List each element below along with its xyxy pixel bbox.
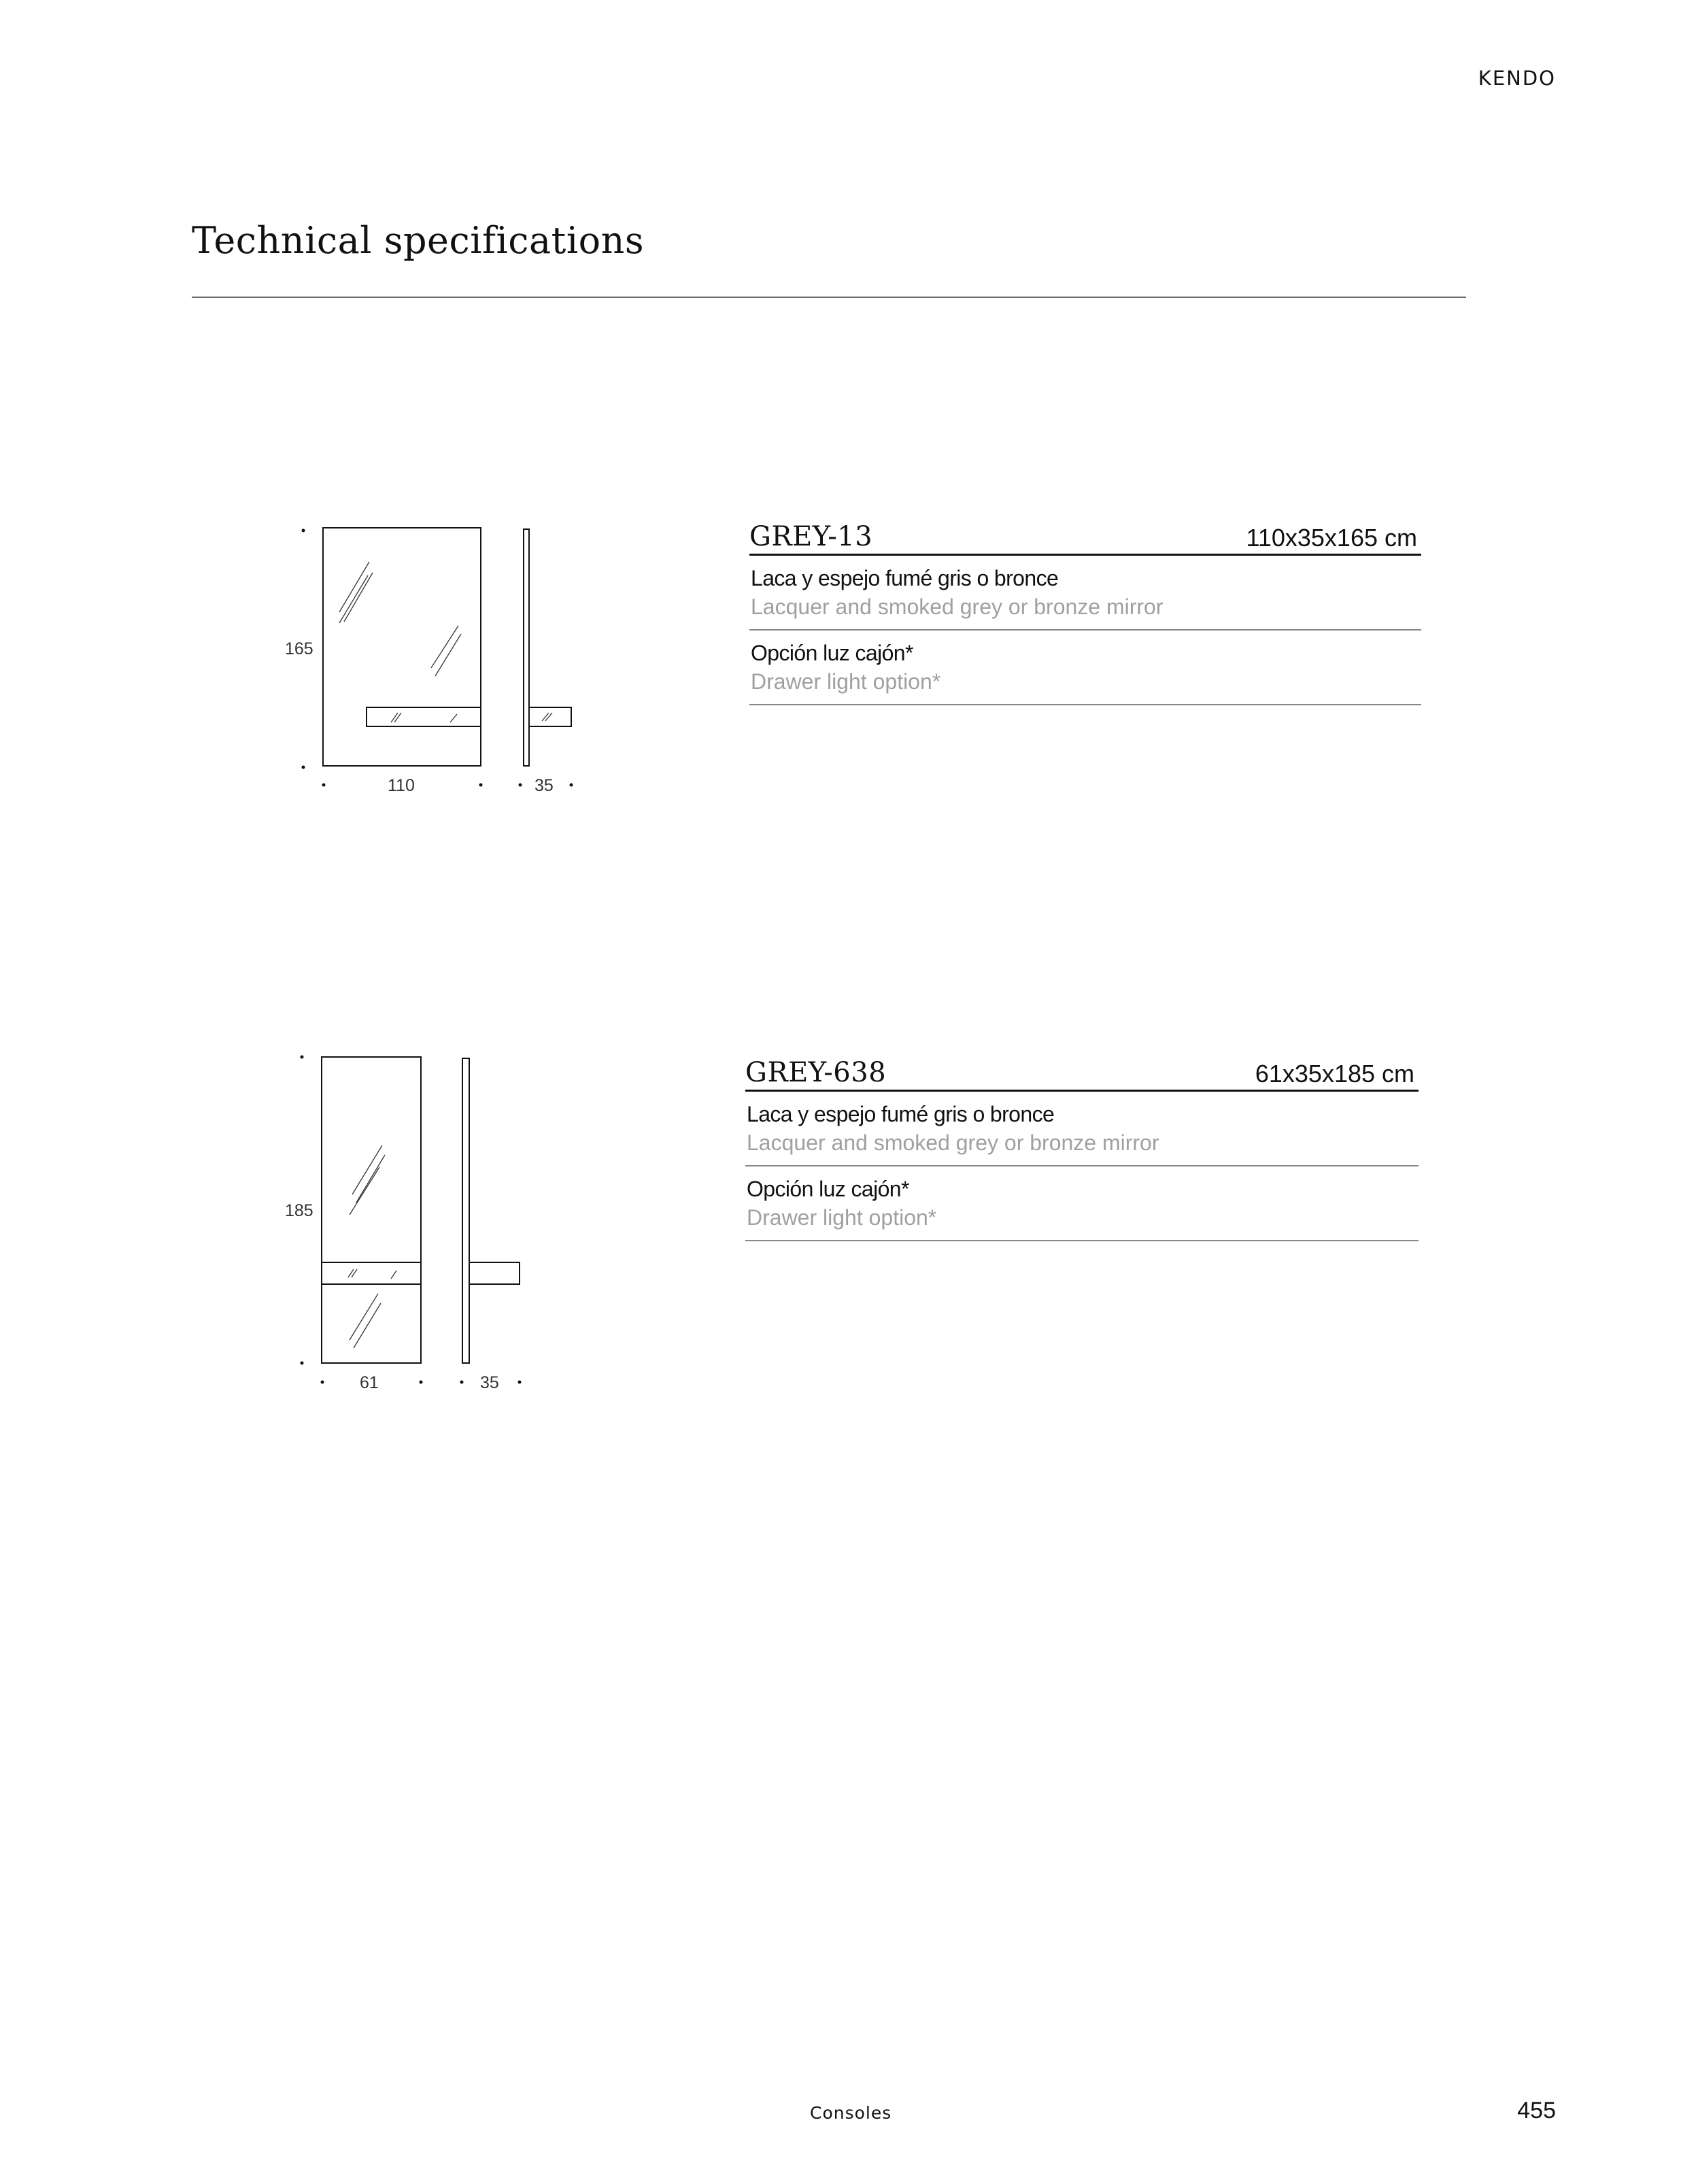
dim-marker bbox=[301, 1056, 304, 1059]
dim-marker bbox=[518, 1381, 522, 1384]
side-view-outline bbox=[524, 529, 529, 766]
drawer-shelf bbox=[367, 707, 481, 726]
dim-height-label: 185 bbox=[285, 1201, 313, 1220]
dim-marker bbox=[519, 784, 522, 787]
side-view-outline bbox=[462, 1058, 469, 1363]
front-view-outline bbox=[322, 1057, 421, 1363]
product-drawing-grey-638 bbox=[272, 1046, 544, 1400]
spec-header bbox=[745, 1054, 1419, 1092]
dim-depth-label: 35 bbox=[480, 1373, 499, 1392]
side-shelf bbox=[529, 707, 571, 726]
spec-block-grey-638 bbox=[745, 1054, 1419, 1241]
side-shelf bbox=[469, 1262, 520, 1284]
spec-header bbox=[749, 518, 1421, 556]
material-english: Lacquer and smoked grey or bronze mirror bbox=[747, 1130, 1159, 1155]
brand-logo-text: KENDO bbox=[1478, 67, 1556, 90]
product-dimensions: 110x35x165 cm bbox=[1246, 524, 1417, 552]
dim-depth-label: 35 bbox=[534, 776, 554, 795]
product-dimensions: 61x35x185 cm bbox=[1255, 1060, 1414, 1088]
dim-width-label: 110 bbox=[388, 776, 415, 795]
footer-section-label: Consoles bbox=[810, 2103, 892, 2123]
dim-marker bbox=[570, 784, 573, 787]
dim-width-label: 61 bbox=[360, 1373, 379, 1392]
dim-marker bbox=[301, 1362, 304, 1365]
dim-marker bbox=[460, 1381, 464, 1384]
product-name: GREY-638 bbox=[745, 1057, 887, 1088]
spec-row-option bbox=[745, 1166, 1419, 1241]
title-divider bbox=[192, 297, 1466, 298]
dim-marker bbox=[321, 1381, 324, 1384]
material-spanish: Laca y espejo fumé gris o bronce bbox=[751, 566, 1059, 590]
dim-marker bbox=[420, 1381, 423, 1384]
material-spanish: Laca y espejo fumé gris o bronce bbox=[747, 1102, 1055, 1126]
product-name: GREY-13 bbox=[749, 521, 873, 552]
dim-height-label: 165 bbox=[285, 639, 313, 658]
spec-row-material bbox=[745, 1092, 1419, 1166]
option-spanish: Opción luz cajón* bbox=[747, 1177, 909, 1201]
front-view-outline bbox=[323, 528, 481, 766]
mirror-reflection-lines bbox=[348, 1145, 396, 1348]
dim-marker bbox=[322, 784, 326, 787]
spec-row-material bbox=[749, 556, 1421, 631]
dim-marker bbox=[302, 529, 305, 533]
mirror-reflection-lines bbox=[339, 562, 461, 722]
option-english: Drawer light option* bbox=[747, 1205, 937, 1230]
option-spanish: Opción luz cajón* bbox=[751, 641, 913, 665]
side-reflection-lines bbox=[542, 713, 552, 721]
spec-row-option bbox=[749, 631, 1421, 705]
option-english: Drawer light option* bbox=[751, 669, 941, 694]
dim-marker bbox=[302, 766, 305, 769]
page-number: 455 bbox=[1517, 2098, 1556, 2123]
material-english: Lacquer and smoked grey or bronze mirror bbox=[751, 594, 1164, 619]
product-drawing-grey-13 bbox=[272, 517, 598, 803]
dim-marker bbox=[479, 784, 483, 787]
spec-block-grey-13 bbox=[749, 518, 1421, 705]
page-title: Technical specifications bbox=[192, 219, 645, 262]
